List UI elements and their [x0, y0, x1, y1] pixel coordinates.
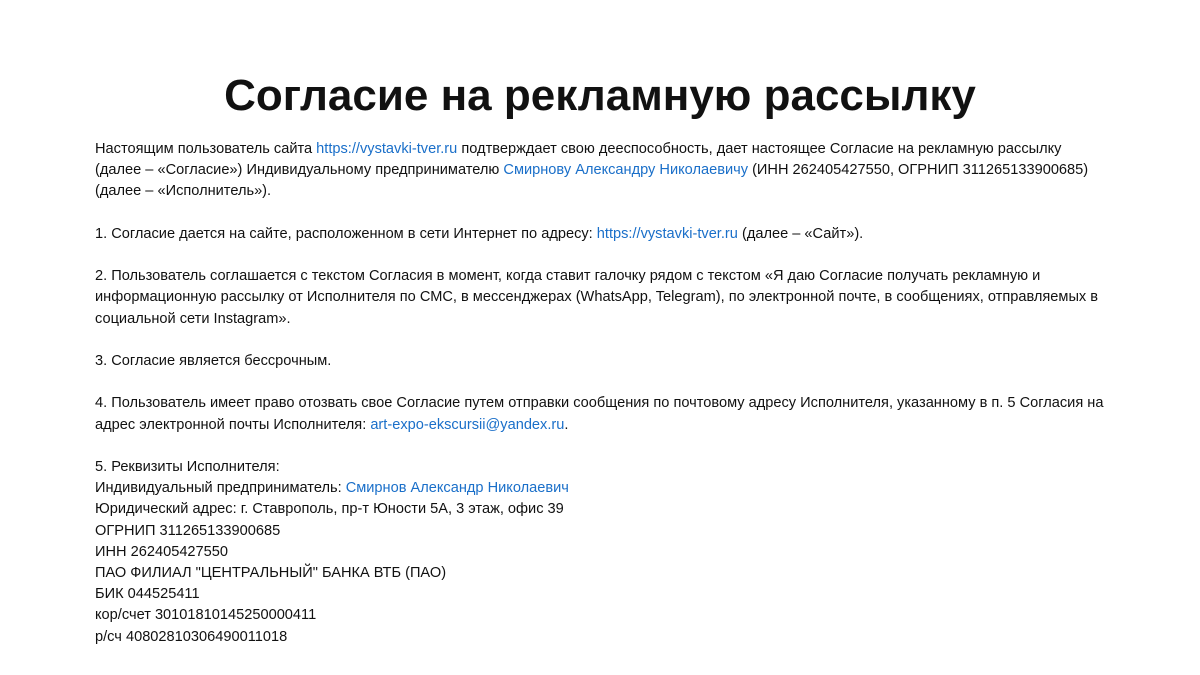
- details-corr-account: кор/счет 30101810145250000411: [95, 607, 317, 624]
- clause-4-text-2: .: [564, 416, 569, 433]
- details-account: р/сч 40802810306490011018: [95, 628, 288, 645]
- details-bik: БИК 044525411: [95, 586, 200, 603]
- intro-paragraph: [95, 139, 1105, 203]
- clause-4-text-1: 4. Пользователь имеет право отозвать свое Согласие путем отправки сообщения по почтовому адресу Исполнителя, указанному в п. 5 Согласия на адрес электронной почты Исполнителя:: [95, 395, 1104, 433]
- executor-name-link[interactable]: Смирнову Александру Николаевичу: [503, 162, 749, 179]
- page-title: Согласие на рекламную рассылку: [224, 71, 976, 120]
- email-link[interactable]: art-expo-ekscursii@yandex.ru: [370, 416, 565, 433]
- clause-1-text-2: (далее – «Сайт»).: [737, 225, 864, 242]
- clause-1: [95, 224, 1105, 245]
- clause-2: 2. Пользователь соглашается с текстом Согласия в момент, когда ставит галочку рядом с текстом «Я даю Согласие получать рекламную и информационную рассылку от Исполнителя по СМС, в мессенджерах (WhatsApp, Telegram), по электронной почте, в сообщениях, отправляемых в социальной сети Instagram».: [95, 268, 1099, 327]
- details-inn: ИНН 262405427550: [95, 543, 229, 560]
- details-heading: 5. Реквизиты Исполнителя:: [95, 458, 280, 475]
- details-bank: ПАО ФИЛИАЛ "ЦЕНТРАЛЬНЫЙ" БАНКА ВТБ (ПАО): [95, 564, 447, 581]
- details-ogrnip: ОГРНИП 311265133900685: [95, 522, 281, 539]
- clause-3: 3. Согласие является бессрочным.: [95, 352, 332, 369]
- details-ip-label: Индивидуальный предприниматель:: [95, 480, 346, 497]
- consent-body: [95, 139, 1105, 648]
- executor-details: [95, 457, 1105, 648]
- details-address: Юридический адрес: г. Ставрополь, пр-т Юности 5А, 3 этаж, офис 39: [95, 501, 564, 518]
- details-ip-line: [95, 478, 1105, 499]
- intro-text-3: (ИНН 262405427550, ОГРНИП 311265133900685) (далее – «Исполнитель»).: [95, 162, 1089, 200]
- details-ip-link[interactable]: Смирнов Александр Николаевич: [345, 480, 569, 497]
- intro-text-1: Настоящим пользователь сайта: [95, 141, 317, 157]
- site-link[interactable]: https://vystavki-tver.ru: [316, 141, 458, 157]
- clause-1-text-1: 1. Согласие дается на сайте, расположенном в сети Интернет по адресу:: [95, 225, 597, 242]
- clause-4: [95, 393, 1105, 435]
- clause-1-site-link[interactable]: https://vystavki-tver.ru: [596, 225, 738, 242]
- intro-text-2: подтверждает свою дееспособность, дает настоящее Согласие на рекламную рассылку (далее – «Согласие») Индивидуальному предпринимателю: [95, 141, 1062, 179]
